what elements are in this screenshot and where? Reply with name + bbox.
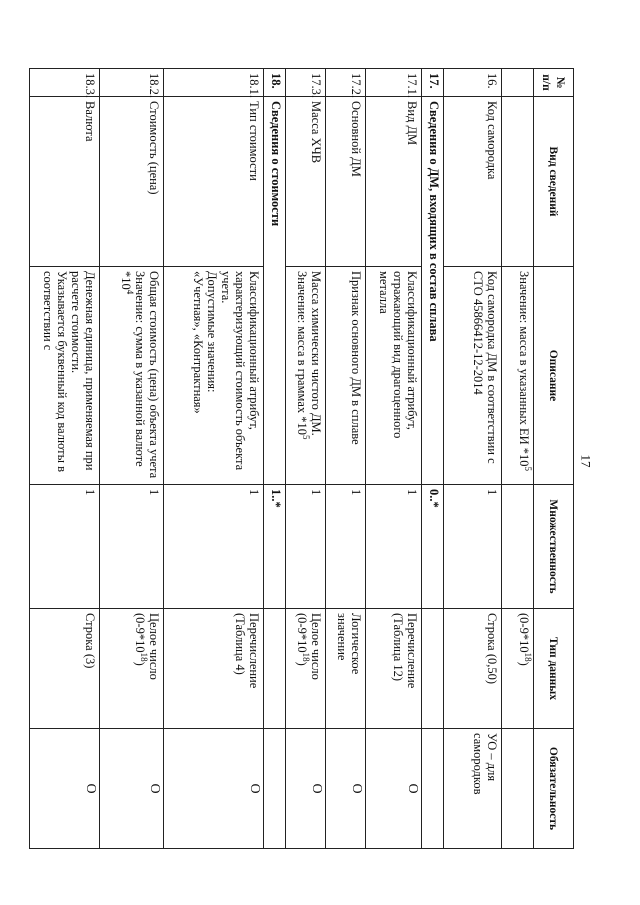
cell-kind [502, 97, 534, 267]
header-num: № п/п [534, 69, 574, 97]
cell-data-type: Строка (3) [30, 609, 100, 729]
section-title: Сведения о стоимости [264, 97, 286, 485]
cell-obligatory: О [286, 729, 326, 849]
cell-num: 17.3. [286, 69, 326, 97]
table-row [444, 69, 502, 849]
header-data-type: Тип данных [534, 609, 574, 729]
page-number: 17 [578, 454, 594, 468]
cell-num: 16. [444, 69, 502, 97]
cell-description: Классификационный атрибут, отражающий вид драгоценного металла [366, 267, 422, 485]
cell-obligatory: УО – для самородков [444, 729, 502, 849]
table-row [100, 69, 164, 849]
cell-description: Код самородка ДМ в соответствии с СТО 45866412-12-2014 [444, 267, 502, 485]
cell-kind: Код самородка [444, 97, 502, 267]
cell-description: Признак основного ДМ в сплаве [326, 267, 366, 485]
table-row [164, 69, 264, 849]
cell-obligatory: О [100, 729, 164, 849]
cell-kind: Основной ДМ [326, 97, 366, 267]
cell-multiplicity: 1 [444, 485, 502, 609]
table-row [366, 69, 422, 849]
cell-description: Масса химически чистого ДМ. Значение: масса в граммах $*10^5$ [286, 267, 326, 485]
header-kind: Вид сведений [534, 97, 574, 267]
header-multiplicity: Множественность [534, 485, 574, 609]
table-row [286, 69, 326, 849]
cell-description: Классификационный атрибут, характеризующий стоимость объекта учета. Допустимые значения: «Учетная», «Контрактная» [164, 267, 264, 485]
data-table [29, 68, 574, 849]
cell-num: 18.1. [164, 69, 264, 97]
cell-data-type [422, 609, 444, 729]
cell-data-type: Логическое значение [326, 609, 366, 729]
cell-multiplicity: 1 [286, 485, 326, 609]
cell-data-type: Перечисление (Таблица 12) [366, 609, 422, 729]
cell-data-type: Целое число $(0-9*10^{18})$ [286, 609, 326, 729]
cell-obligatory [264, 729, 286, 849]
cell-data-type: Перечисление (Таблица 4) [164, 609, 264, 729]
cell-num: 17.1. [366, 69, 422, 97]
cell-num: 17. [422, 69, 444, 97]
table-header-row [534, 69, 574, 849]
cell-multiplicity: 1 [326, 485, 366, 609]
cell-description: Значение: масса в указанных ЕИ $*10^5$ [502, 267, 534, 485]
cell-multiplicity [502, 485, 534, 609]
section-row [264, 69, 286, 849]
cell-num [502, 69, 534, 97]
cell-num: 18.2. [100, 69, 164, 97]
cell-kind: Стоимость (цена) [100, 97, 164, 267]
header-description: Описание [534, 267, 574, 485]
cell-obligatory: О [326, 729, 366, 849]
cell-data-type [264, 609, 286, 729]
cell-data-type: $(0-9*10^{18})$ [502, 609, 534, 729]
cell-obligatory [502, 729, 534, 849]
cell-multiplicity: 0..* [422, 485, 444, 609]
cell-obligatory [422, 729, 444, 849]
cell-kind: Масса ХЧВ [286, 97, 326, 267]
cell-multiplicity: 1 [100, 485, 164, 609]
cell-num: 18. [264, 69, 286, 97]
header-obligatory: Обязательность [534, 729, 574, 849]
cell-description: Денежная единица, применяемая при расчете стоимости. Указывается буквенный код валюты в соответствии с [30, 267, 100, 485]
table-row [326, 69, 366, 849]
cell-obligatory: О [30, 729, 100, 849]
cell-multiplicity: 1 [366, 485, 422, 609]
cell-kind: Валюта [30, 97, 100, 267]
cell-obligatory: О [164, 729, 264, 849]
cell-num: 17.2. [326, 69, 366, 97]
section-title: Сведения о ДМ, входящих в состав сплава [422, 97, 444, 485]
cell-data-type: Строка (0,50) [444, 609, 502, 729]
cell-multiplicity: 1 [30, 485, 100, 609]
cell-data-type: Целое число $(0-9*10^{18})$ [100, 609, 164, 729]
cell-multiplicity: 1 [164, 485, 264, 609]
cell-multiplicity: 1..* [264, 485, 286, 609]
cell-num: 18.3. [30, 69, 100, 97]
cell-kind: Тип стоимости [164, 97, 264, 267]
cell-obligatory: О [366, 729, 422, 849]
table-row [30, 69, 100, 849]
table-row [502, 69, 534, 849]
rotated-page-content [41, 68, 574, 848]
cell-description: Общая стоимость (цена) объекта учета Значение: сумма в указанной валюте $*10^4$ [100, 267, 164, 485]
cell-kind: Вид ДМ [366, 97, 422, 267]
section-row [422, 69, 444, 849]
